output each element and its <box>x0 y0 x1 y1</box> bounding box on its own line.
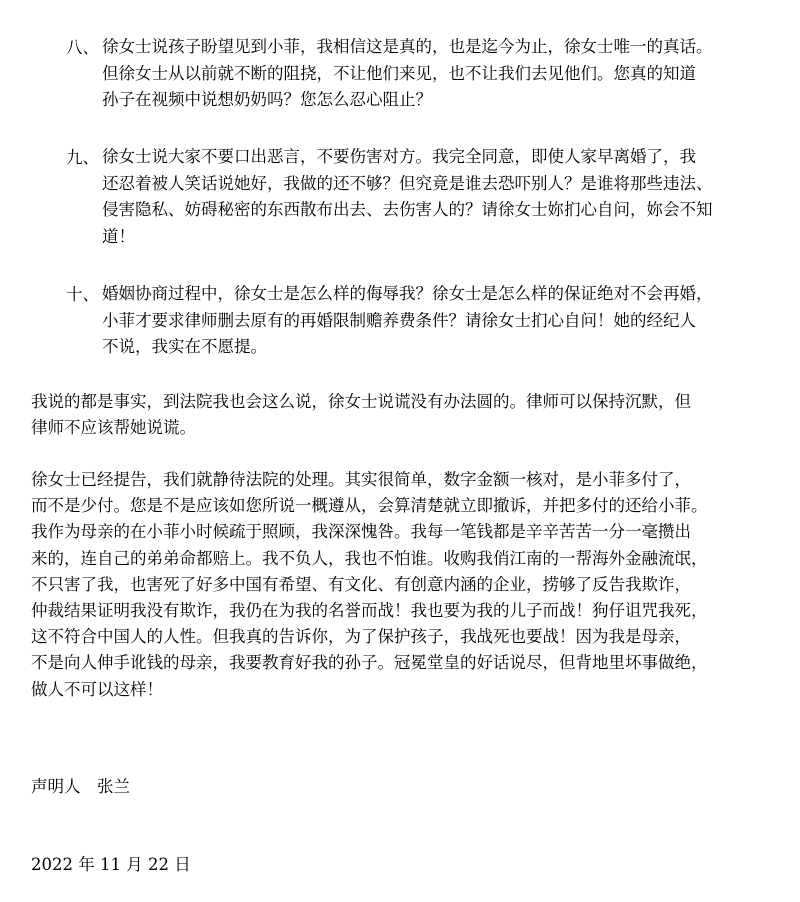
item-line: 道！ <box>102 226 135 246</box>
statement-paragraph-2 <box>31 467 781 703</box>
list-item-8 <box>66 34 778 114</box>
item-number: 九、 <box>66 148 99 167</box>
paragraph-line: 不只害了我，也害死了好多中国有希望、有文化、有创意内涵的企业，捞够了反告我欺诈， <box>31 574 691 594</box>
item-line: 侵害隐私、妨碍秘密的东西散布出去、去伤害人的？请徐女士妳扪心自问，妳会不知 <box>102 200 713 219</box>
item-line: 但徐女士从以前就不断的阻挠，不让他们来见，也不让我们去见他们。您真的知道 <box>102 63 696 83</box>
item-line: 孙子在视频中说想奶奶吗？您怎么忍心阻止？ <box>102 90 432 109</box>
statement-date: 2022 年 11 月 22 日 <box>31 855 191 874</box>
item-line: 徐女士说大家不要口出恶言，不要伤害对方。我完全同意，即使人家早离婚了，我 <box>102 147 696 166</box>
statement-paragraph-1 <box>31 389 781 441</box>
item-line: 徐女士说孩子盼望见到小菲，我相信这是真的，也是迄今为止，徐女士唯一的真话。 <box>102 37 713 56</box>
paragraph-line: 不是向人伸手讹钱的母亲，我要教育好我的孙子。冠冕堂皇的好话说尽，但背地里坏事做绝， <box>31 653 708 673</box>
signature-line: 声明人 张兰 <box>31 777 130 796</box>
paragraph-line: 徐女士已经提告，我们就静待法院的处理。其实很简单，数字金额一核对，是小菲多付了， <box>31 470 691 489</box>
item-line: 还忍着被人笑话说她好，我做的还不够？但究竟是谁去恐吓别人？是谁将那些违法、 <box>102 173 713 193</box>
paragraph-line: 我说的都是事实，到法院我也会这么说，徐女士说谎没有办法圆的。律师可以保持沉默，但 <box>31 392 691 411</box>
item-line: 不说，我实在不愿提。 <box>102 337 267 356</box>
item-line: 小菲才要求律师删去原有的再婚限制赡养费条件？请徐女士扪心自问！她的经纪人 <box>102 310 696 330</box>
paragraph-line: 而不是少付。您是不是应该如您所说一概遵从，会算清楚就立即撤诉，并把多付的还给小菲。 <box>31 496 708 516</box>
item-number: 八、 <box>66 38 99 57</box>
item-line: 婚姻协商过程中，徐女士是怎么样的侮辱我？徐女士是怎么样的保证绝对不会再婚， <box>102 284 713 303</box>
item-number: 十、 <box>66 285 99 304</box>
paragraph-line: 律师不应该帮她说谎。 <box>31 418 196 438</box>
paragraph-line: 我作为母亲的在小菲小时候疏于照顾，我深深愧咎。我每一笔钱都是辛辛苦苦一分一毫攒出 <box>31 522 691 542</box>
paragraph-line: 这不符合中国人的人性。但我真的告诉你，为了保护孩子，我战死也要战！因为我是母亲， <box>31 627 691 647</box>
list-item-10 <box>66 281 778 361</box>
paragraph-line: 仲裁结果证明我没有欺诈，我仍在为我的名誉而战！我也要为我的儿子而战！狗仔诅咒我死， <box>31 601 708 621</box>
paragraph-line: 做人不可以这样！ <box>31 679 163 699</box>
list-item-9 <box>66 144 778 250</box>
paragraph-line: 来的，连自己的弟弟命都赔上。我不负人，我也不怕谁。收购我俏江南的一帮海外金融流氓， <box>31 548 708 568</box>
